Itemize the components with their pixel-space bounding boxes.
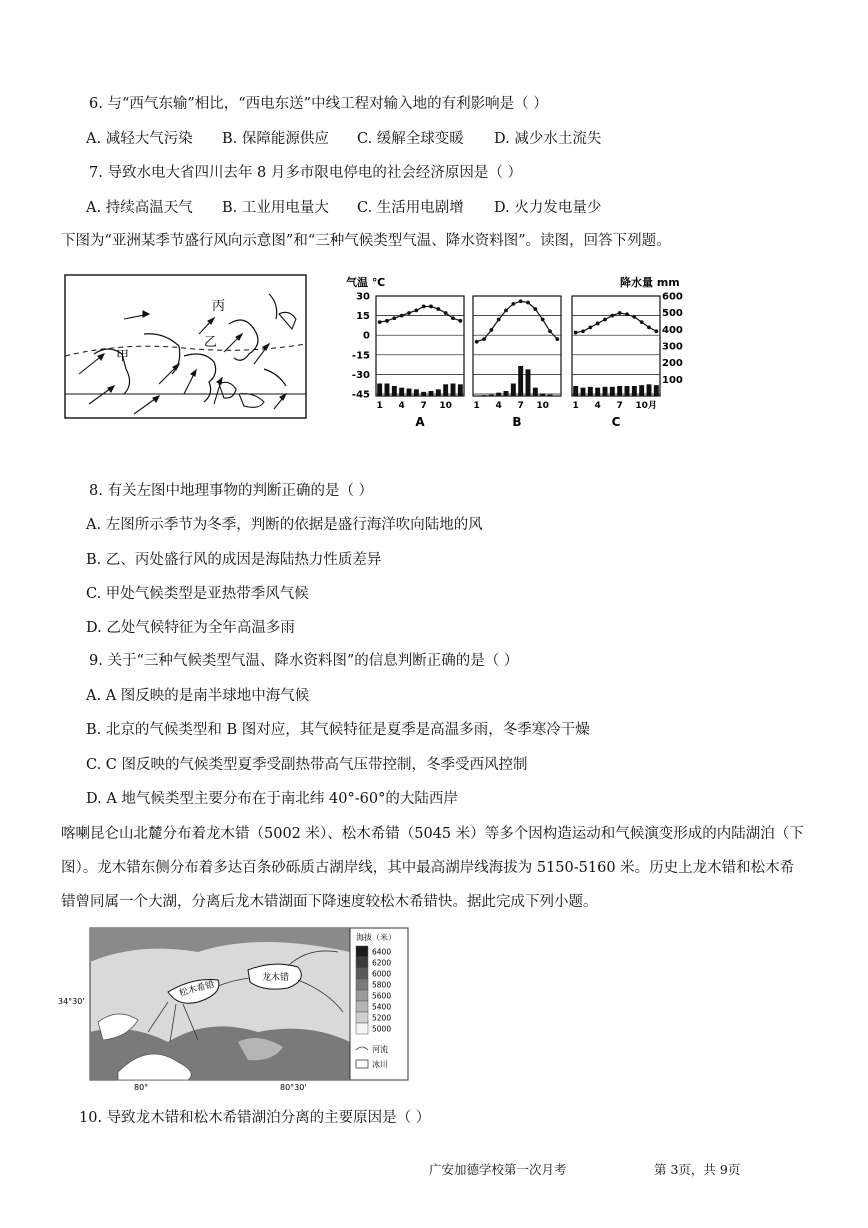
temp-point [451,316,455,320]
q6-option-a: A. 减轻大气污染 [86,131,193,147]
panel-label: A [415,415,425,429]
precip-bar [533,388,538,396]
precip-bar [407,389,412,397]
climate-panel-B [473,296,561,429]
climate-panel-A [376,296,464,429]
asia-wind-map [64,274,308,421]
month-tick-label: 1 [473,401,480,411]
panel-frame [572,296,660,396]
temp-point [526,301,530,305]
q7-stem: 7. 导致水电大省四川去年 8 月多市限电停电的社会经济原因是（ ） [89,165,522,181]
precip-bar [610,387,615,396]
precip-bar [603,387,608,396]
month-tick-label: 10 [536,401,549,411]
precip-bar [392,386,397,396]
q7-option-b: B. 工业用电量大 [222,200,329,216]
temp-point [632,315,636,319]
temp-point [392,316,396,320]
temp-point [625,312,629,316]
q8-option-c: C. 甲处气候类型是亚热带季风气候 [86,586,309,602]
lake-topo-map [58,922,413,1092]
precip-bar [482,395,487,396]
legend-glacier-symbol [356,1060,368,1068]
precip-bar [429,391,434,396]
precip-bar [511,384,516,397]
q9-option-d: D. A 地气候类型主要分布在于南北纬 40°-60°的大陆西岸 [86,791,458,807]
legend-value: 6200 [372,958,392,968]
precip-bar [647,384,652,396]
temp-point [555,337,559,341]
month-tick-label: 1 [572,401,579,411]
q6-option-d: D. 减少水土流失 [494,131,602,147]
month-tick-label: 1 [376,401,383,411]
lake2-label: 松木希错 [178,979,216,999]
precip-tick-label: 600 [662,291,683,303]
intro-paragraph-1: 下图为“亚洲某季节盛行风向示意图”和“三种气候类型气温、降水资料图”。读图，回答下列题。 [61,233,671,249]
temp-point [429,305,433,309]
panel-label: C [611,415,621,429]
legend-swatch [356,1012,368,1023]
month-unit-label: 月 [648,401,658,411]
legend-value: 5400 [372,1002,392,1012]
label-bing: 丙 [212,299,226,314]
legend-value: 5000 [372,1024,392,1034]
precip-tick-label: 100 [662,374,683,386]
legend-value: 6000 [372,969,392,979]
temp-point [497,318,501,322]
panel-frame [376,296,464,396]
temp-point [482,337,486,341]
precip-bar [617,386,622,396]
temp-point [647,325,651,329]
precip-bar [595,388,600,396]
label-jia: 甲 [116,349,130,364]
precip-bar [451,384,456,397]
q8-stem: 8. 有关左图中地理事物的判断正确的是（ ） [89,483,374,499]
precip-bar [540,394,545,397]
temp-tick-label: 15 [356,311,370,323]
temp-point [385,319,389,323]
q9-stem: 9. 关于“三种气候类型气温、降水资料图”的信息判断正确的是（ ） [89,653,519,669]
q9-option-a: A. A 图反映的是南半球地中海气候 [86,688,310,704]
legend-value: 5800 [372,980,392,990]
temp-point [596,322,600,326]
temp-point [475,340,479,344]
q6-option-c: C. 缓解全球变暖 [357,131,464,147]
legend-swatch [356,957,368,968]
temp-point [436,307,440,311]
legend-glacier-label: 冰川 [372,1060,388,1069]
legend-value: 6400 [372,947,392,957]
temp-point [444,311,448,315]
precip-bar [385,384,390,397]
temp-point [610,314,614,318]
precip-bar [555,396,560,397]
precip-bar [458,384,463,396]
temp-tick-label: -15 [351,350,370,362]
temp-point [422,305,426,309]
lon-label-2: 80°30' [280,1083,307,1092]
precip-bar [377,384,382,397]
precip-axis-title: 降水量 mm [620,276,680,289]
legend-swatch [356,1001,368,1012]
temp-point [581,329,585,333]
month-tick-label: 10 [635,401,648,411]
temp-point [640,320,644,324]
precip-bar [654,385,659,396]
temp-axis-title: 气温 ℃ [346,276,386,289]
temp-point [588,325,592,329]
lon-label-1: 80° [134,1083,149,1092]
precip-bar [399,388,404,396]
temp-point [654,329,658,333]
month-tick-label: 7 [420,401,427,411]
temp-point [504,308,508,312]
precip-bar [639,385,644,396]
precip-bar [581,388,586,396]
q6-option-b: B. 保障能源供应 [222,131,329,147]
month-tick-label: 7 [616,401,623,411]
q9-option-c: C. C 图反映的气候类型夏季受副热带高气压带控制，冬季受西风控制 [86,757,528,773]
temp-point [400,314,404,318]
legend-swatch [356,1023,368,1034]
legend-swatch [356,968,368,979]
q8-option-a: A. 左图所示季节为冬季，判断的依据是盛行海洋吹向陆地的风 [86,517,483,533]
climate-panel-C [572,296,660,429]
precip-bar [625,386,630,396]
precip-tick-label: 500 [662,308,683,320]
temp-point [548,329,552,333]
q7-options [86,198,601,218]
precip-bar [443,384,448,396]
q8-option-d: D. 乙处气候特征为全年高温多雨 [86,620,295,636]
precip-bar [573,386,578,396]
intro-paragraph-2-line-1: 喀喇昆仑山北麓分布着龙木错（5002 米）、松木希错（5045 米）等多个因构造运动和气候演变形成的内陆湖泊（下 [61,826,804,842]
temp-point [618,311,622,315]
precip-tick-label: 400 [662,324,683,336]
temp-point [414,308,418,312]
climate-chart [340,272,690,434]
q6-stem: 6. 与“西气东输”相比，“西电东送”中线工程对输入地的有利影响是（ ） [89,96,548,112]
q6-options [86,129,601,149]
precip-bar [414,389,419,396]
month-tick-label: 4 [398,401,405,411]
month-tick-label: 10 [439,401,452,411]
q7-option-c: C. 生活用电剧增 [357,200,464,216]
panel-label: B [512,415,522,429]
precip-bar [496,393,501,396]
temp-point [489,328,493,332]
legend-value: 5200 [372,1013,392,1023]
footer-school: 广安加德学校第一次月考 [429,1162,567,1177]
legend-value: 5600 [372,991,392,1001]
q7-option-d: D. 火力发电量少 [494,200,602,216]
precip-bar [548,395,553,396]
intro-paragraph-2-line-3: 错曾同属一个大湖，分离后龙木错湖面下降速度较松木希错快。据此完成下列小题。 [61,894,598,910]
month-tick-label: 7 [517,401,524,411]
temp-point [533,307,537,311]
temp-tick-label: 30 [356,291,370,303]
temp-point [378,320,382,324]
lat-label: 34°30' [58,997,85,1006]
legend-river-label: 河流 [372,1045,388,1054]
precip-tick-label: 200 [662,358,683,370]
temp-tick-label: 0 [363,330,370,342]
precip-bar [526,369,531,396]
precip-bar [436,389,441,396]
temp-point [407,311,411,315]
legend-swatch [356,946,368,957]
q10-stem: 10. 导致龙木错和松木希错湖泊分离的主要原因是（ ） [79,1110,431,1126]
month-tick-label: 4 [594,401,601,411]
temp-point [519,299,523,303]
precip-bar [421,392,426,396]
precip-bar [588,387,593,396]
temp-tick-label: -45 [351,389,370,401]
precip-bar [474,396,479,397]
legend-title: 海拔（米） [356,933,396,942]
precip-bar [518,366,523,396]
temp-point [458,319,462,323]
q7-option-a: A. 持续高温天气 [86,200,193,216]
precip-bar [489,395,494,396]
q9-option-b: B. 北京的气候类型和 B 图对应，其气候特征是夏季是高温多雨，冬季寒冷干燥 [86,722,590,738]
panel-frame [473,296,561,396]
q8-option-b: B. 乙、丙处盛行风的成因是海陆热力性质差异 [86,552,382,568]
legend-swatch [356,979,368,990]
temp-point [541,318,545,322]
temp-point [574,331,578,335]
lake1-label: 龙木错 [262,973,290,983]
month-tick-label: 4 [495,401,502,411]
precip-bar [632,386,637,396]
footer-page: 第 3页，共 9页 [654,1162,741,1177]
temp-tick-label: -30 [351,369,370,381]
intro-paragraph-2-line-2: 图）。龙木错东侧分布着多达百条砂砾质古湖岸线，其中最高湖岸线海拔为 5150-5160 米。历史上龙木错和松木希 [61,860,795,876]
temp-point [511,302,515,306]
legend-swatch [356,990,368,1001]
label-yi: 乙 [204,335,218,350]
precip-bar [504,391,509,396]
temp-point [603,318,607,322]
precip-tick-label: 300 [662,341,683,353]
